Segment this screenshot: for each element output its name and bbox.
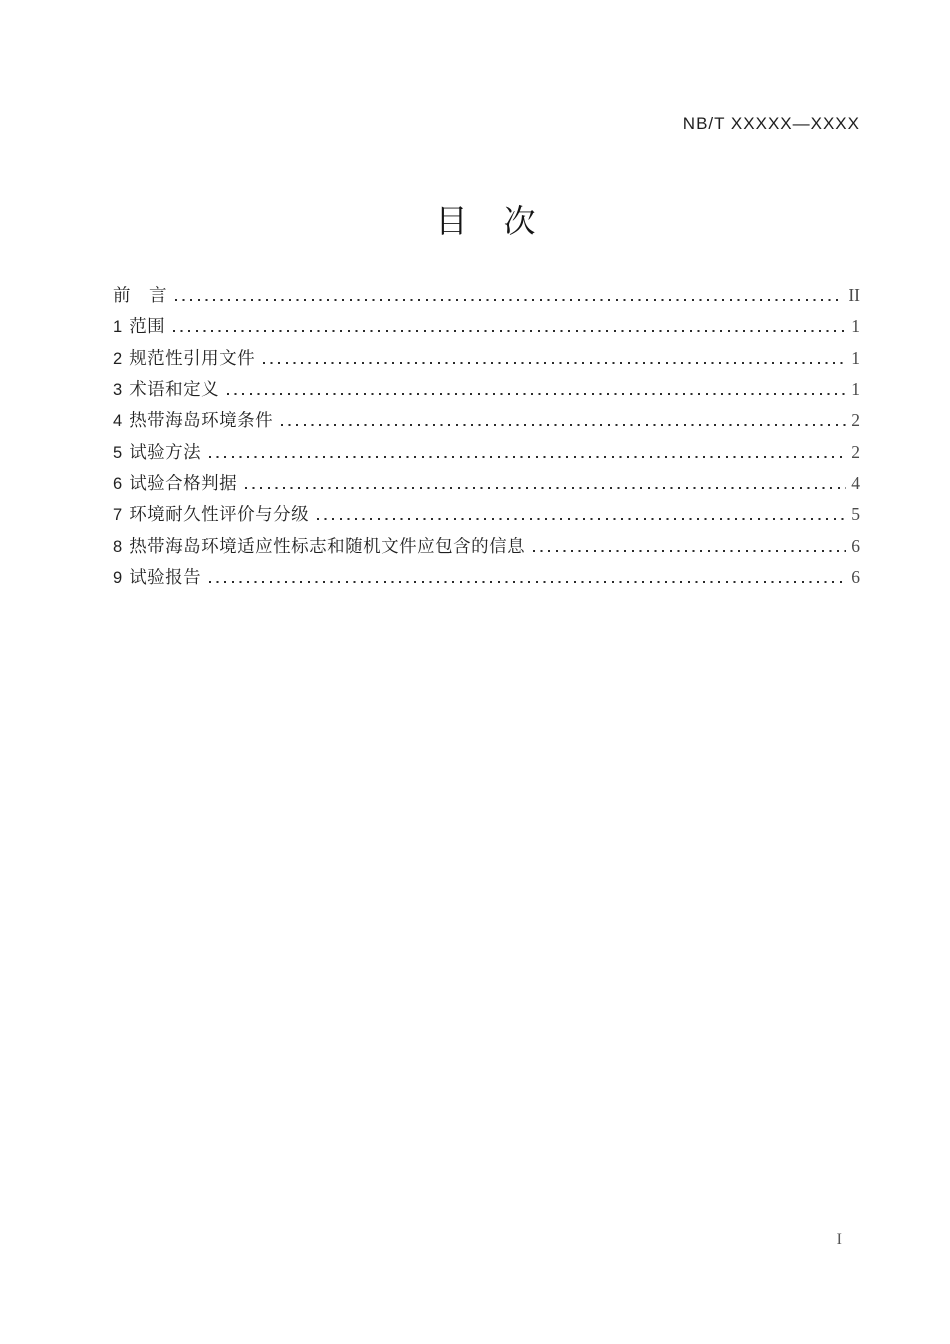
footer-page-number: I [836,1231,842,1248]
toc-entry-page-number: II [848,285,860,305]
toc-entry [113,437,860,468]
toc-entry-page-number: 2 [851,410,860,431]
page-title: 目 次 [435,203,538,239]
dot-leader-line [227,393,846,395]
toc-entry-label: 前 言 [113,285,167,305]
toc-entry-label: 范围 [129,316,166,337]
toc-entry [113,405,860,436]
toc-entry-page-number: 2 [851,441,860,462]
toc-entry-number: 3 [113,381,123,400]
toc-entry-page-number: 1 [851,379,860,400]
toc-entry-label: 规范性引用文件 [129,347,256,368]
toc-entry-label: 热带海岛环境适应性标志和随机文件应包含的信息 [129,535,526,556]
toc-entry-page-number: 5 [851,504,860,525]
toc-entry-label: 试验合格判据 [129,473,238,494]
toc-entry [113,343,860,374]
toc-entry-number: 6 [113,475,123,494]
toc-entry-label: 环境耐久性评价与分级 [129,504,310,525]
toc-entry [113,499,860,530]
toc-entry [113,531,860,562]
toc-entry-label: 热带海岛环境条件 [129,410,274,431]
dot-leader-line [281,424,846,426]
toc-entry [113,468,860,499]
toc-entry-page-number: 4 [851,473,860,494]
dot-leader-line [175,299,843,301]
dot-leader-line [209,581,846,583]
dot-leader-line [245,487,846,489]
toc-entry-page-number: 6 [851,567,860,588]
dot-leader-line [173,330,846,332]
toc-entry-page-number: 1 [851,316,860,337]
toc-entry-page-number: 6 [851,535,860,556]
toc-entry [113,562,860,593]
toc-entry-number: 5 [113,443,123,462]
toc-entry-number: 2 [113,349,123,368]
toc-entry [113,374,860,405]
toc-entry-label: 术语和定义 [129,379,220,400]
dot-leader-line [533,550,846,552]
toc-entry [113,280,860,311]
toc-entry-number: 8 [113,537,123,556]
dot-leader-line [263,362,846,364]
dot-leader-line [209,456,846,458]
dot-leader-line [317,518,846,520]
toc-entry-number: 4 [113,412,123,431]
table-of-contents [113,280,860,593]
toc-entry-label: 试验方法 [129,441,202,462]
toc-entry [113,311,860,342]
toc-entry-label: 试验报告 [129,567,202,588]
toc-entry-number: 1 [113,318,123,337]
toc-entry-number: 7 [113,506,123,525]
toc-entry-number: 9 [113,569,123,588]
standard-code-header: NB/T XXXXX—XXXX [682,114,860,133]
toc-entry-page-number: 1 [851,347,860,368]
